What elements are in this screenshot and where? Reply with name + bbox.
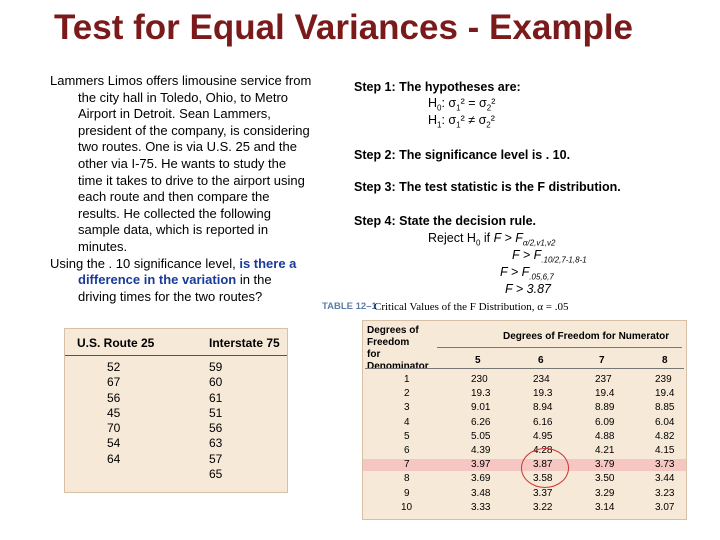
ftable-cell: 4.39 xyxy=(471,445,491,456)
ftable-cell: 237 xyxy=(595,374,612,385)
ftable-df: 4 xyxy=(404,416,410,428)
decision-rule xyxy=(428,231,555,248)
i75-value: 60 xyxy=(209,375,223,390)
ftable-cell: 8.85 xyxy=(655,402,675,414)
i75-value: 56 xyxy=(209,421,223,436)
h1-sub: 1 xyxy=(437,120,442,130)
ftable-cell: 239 xyxy=(655,374,672,385)
question-after: in the driving times for the two routes? xyxy=(78,272,272,304)
ftable-cell: 4.95 xyxy=(533,430,553,442)
question-before: Using the . 10 significance level, xyxy=(50,255,240,271)
us25-value: 70 xyxy=(107,421,121,436)
rule3-sub: .05,6,7 xyxy=(529,272,554,282)
ftable-cell: 234 xyxy=(533,374,550,385)
rule-line3 xyxy=(500,265,554,282)
ftable-df: 8 xyxy=(404,473,410,485)
ftable-cell: 6.16 xyxy=(533,416,553,428)
rule-gtF: > F xyxy=(501,231,523,245)
step1-text: Step 1: The hypotheses are: xyxy=(354,80,521,94)
ftable-cell: 230 xyxy=(471,374,488,385)
ftable-cell: 19.4 xyxy=(655,388,675,400)
ftable-cell: 4.88 xyxy=(595,430,615,442)
ftable-cell: 5.05 xyxy=(471,430,491,442)
ftable-df: 1 xyxy=(404,374,410,385)
i75-value: 57 xyxy=(209,451,223,466)
problem-paragraph: Lammers Limos offers limousine service from the city hall in Toledo, Ohio, to Metro Airport in Detroit. Sean Lammers, president of the company, is considering two routes. One is via U.S. 25 and the other via I-75. He wants to study the time it takes to drive to the airport using each route and then compare the results. He collected the following sample data, which is reported in minutes. xyxy=(50,73,312,254)
h0-sub2: 2 xyxy=(486,103,492,113)
ftable-cell: 3.58 xyxy=(533,473,553,485)
ftable-caption xyxy=(322,300,710,318)
col-header: 6 xyxy=(538,355,544,366)
ftable-cell: 3.29 xyxy=(595,487,615,499)
us25-value: 56 xyxy=(107,390,121,405)
us25-value: 54 xyxy=(107,436,121,451)
ftable-cell: 4.82 xyxy=(655,430,675,442)
ftable-cell: 3.37 xyxy=(533,487,553,499)
ftable-cell: 3.87 xyxy=(533,459,553,471)
ftable-row xyxy=(363,374,686,386)
rule-line4: F > 3.87 xyxy=(505,282,551,296)
ftable-df: 2 xyxy=(404,388,410,400)
ftable-cell: 3.69 xyxy=(471,473,491,485)
ftable-cell: 3.07 xyxy=(655,501,675,513)
ftable-caption-label: TABLE 12–1 xyxy=(322,301,377,312)
rule-line2 xyxy=(512,248,587,265)
h1-sub1: 1 xyxy=(456,120,461,130)
question-highlight: is there a difference in the variation xyxy=(78,255,297,288)
ftable-cell: 3.22 xyxy=(533,501,553,513)
critical-value-circle xyxy=(521,448,569,488)
ftable-cell: 3.33 xyxy=(471,501,491,513)
i75-value: 59 xyxy=(209,360,223,374)
h0-label: H xyxy=(428,96,438,110)
ftable-row xyxy=(363,445,686,457)
ftable-cell: 4.15 xyxy=(655,445,675,456)
h1-label: H xyxy=(428,113,438,127)
h1-sub2: 2 xyxy=(486,120,491,130)
rule3-F: F > F xyxy=(500,265,530,279)
i75-value: 51 xyxy=(209,405,223,420)
us25-column xyxy=(107,360,120,467)
h0-rest: : σ xyxy=(441,96,457,110)
ftable-cell: 8.89 xyxy=(595,402,615,414)
header-divider xyxy=(365,368,684,369)
ftable-cell: 3.44 xyxy=(655,473,675,485)
ftable-cell: 6.09 xyxy=(595,416,615,428)
denominator-header: Degrees of Freedom for Denominator xyxy=(367,325,429,372)
ftable-cell: 3.73 xyxy=(655,459,675,471)
header-divider xyxy=(437,347,682,348)
ftable-df: 9 xyxy=(404,487,410,499)
rule2-F: F > F xyxy=(512,248,542,262)
rule-if: if xyxy=(480,231,494,245)
col-header: 8 xyxy=(662,355,668,366)
ftable-row xyxy=(363,502,686,514)
h0-hypothesis xyxy=(428,96,495,113)
us25-value: 45 xyxy=(107,405,121,420)
ftable-df: 10 xyxy=(401,501,413,513)
ftable-cell: 6.26 xyxy=(471,416,491,428)
ftable-cell: 6.04 xyxy=(655,416,675,428)
ftable-cell: 19.3 xyxy=(471,388,491,400)
ftable-cell: 3.14 xyxy=(595,501,615,513)
ftable-df: 5 xyxy=(404,430,410,442)
i75-column xyxy=(209,360,222,482)
rule-F: F xyxy=(493,231,502,245)
h1-rest: : σ xyxy=(441,113,457,127)
rule-sub0: 0 xyxy=(475,238,481,248)
route-data-table xyxy=(64,328,288,493)
ftable-cell: 8.94 xyxy=(533,402,553,414)
ftable-cell: 4.21 xyxy=(595,445,615,456)
rule-sub: α/2,v1,v2 xyxy=(522,238,556,248)
us25-value: 52 xyxy=(107,360,121,374)
i75-header: Interstate 75 xyxy=(209,336,280,350)
i75-value: 63 xyxy=(209,436,223,451)
ftable-cell: 3.50 xyxy=(595,473,615,485)
ftable-row xyxy=(363,417,686,429)
problem-text xyxy=(50,73,312,305)
col-header: 7 xyxy=(599,355,605,366)
ftable-caption-text: Critical Values of the F Distribution, α = .05 xyxy=(374,301,569,313)
ftable-cell: 3.23 xyxy=(655,487,675,499)
step3-text: Step 3: The test statistic is the F distribution. xyxy=(354,180,621,194)
h1-hypothesis xyxy=(428,113,495,130)
ftable-cell: 3.79 xyxy=(595,459,615,471)
h0-sub1: 1 xyxy=(456,103,461,113)
numerator-header: Degrees of Freedom for Numerator xyxy=(503,331,670,342)
f-distribution-table xyxy=(362,320,687,520)
ftable-df: 6 xyxy=(404,445,410,456)
route-table-header xyxy=(65,329,287,356)
h1-sq: ² xyxy=(490,113,495,127)
ftable-row xyxy=(363,431,686,443)
col-header: 5 xyxy=(475,355,481,366)
ftable-cell: 3.97 xyxy=(471,459,491,471)
ftable-row xyxy=(363,488,686,500)
us25-value: 64 xyxy=(107,451,121,466)
i75-value: 61 xyxy=(209,390,223,405)
ftable-cell: 9.01 xyxy=(471,402,491,414)
slide-title: Test for Equal Variances - Example xyxy=(54,8,634,47)
ftable-df: 3 xyxy=(404,402,410,414)
us25-header: U.S. Route 25 xyxy=(77,336,155,350)
rule-reject: Reject H xyxy=(428,231,476,245)
ftable-cell: 3.48 xyxy=(471,487,491,499)
h0-mid: ² = σ xyxy=(460,96,487,110)
step2-text: Step 2: The significance level is . 10. xyxy=(354,148,571,162)
ftable-cell: 4.28 xyxy=(533,445,553,456)
step4-text: Step 4: State the decision rule. xyxy=(354,214,536,228)
h0-sq: ² xyxy=(491,96,496,110)
ftable-cell: 19.3 xyxy=(533,388,553,400)
h0-sub: 0 xyxy=(437,103,442,113)
us25-value: 67 xyxy=(107,375,121,390)
rule2-sub: .10/2,7-1,8-1 xyxy=(541,255,587,265)
i75-value: 65 xyxy=(209,467,223,482)
ftable-df: 7 xyxy=(404,459,410,471)
h1-mid: ² ≠ σ xyxy=(460,113,487,127)
ftable-row xyxy=(363,388,686,400)
question-paragraph xyxy=(50,256,312,306)
ftable-cell: 19.4 xyxy=(595,388,615,400)
ftable-row xyxy=(363,402,686,414)
